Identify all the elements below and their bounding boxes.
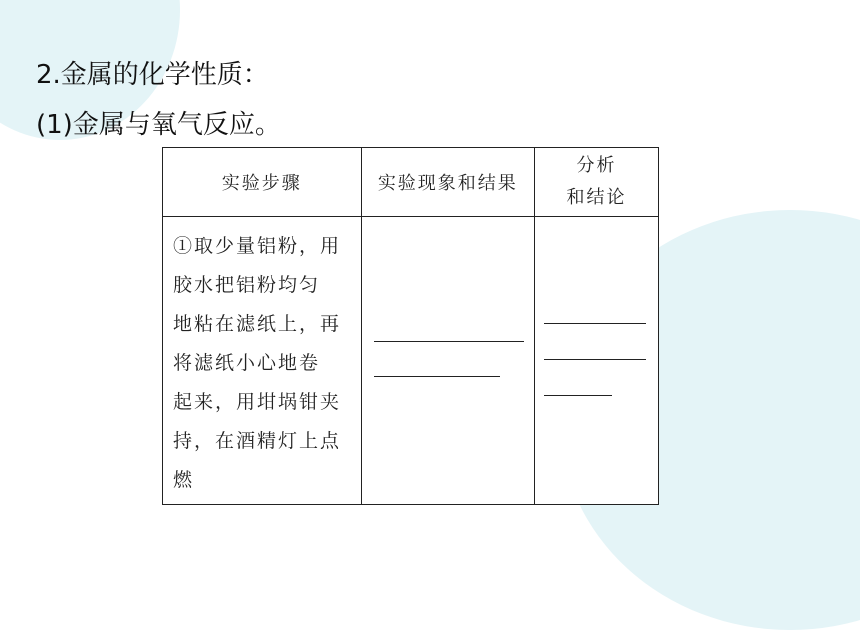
header-phenomena: 实验现象和结果 xyxy=(361,148,534,217)
header-analysis xyxy=(535,148,659,217)
answer-blank-line xyxy=(544,359,646,360)
step-description: ①取少量铝粉，用 胶水把铝粉均匀 地粘在滤纸上，再 将滤纸小心地卷 起来，用坩埚钳夹 持，在酒精灯上点 燃 xyxy=(173,235,342,491)
answer-blank-line xyxy=(544,323,646,324)
header-steps: 实验步骤 xyxy=(163,148,362,217)
answer-blank-line xyxy=(544,395,612,396)
experiment-table xyxy=(162,147,659,505)
phenomena-cell xyxy=(361,217,534,505)
table-row xyxy=(163,217,659,505)
table-header-row xyxy=(163,148,659,217)
header-analysis-line1: 分析 xyxy=(576,155,617,176)
step-cell xyxy=(163,217,362,505)
section-heading: 2.金属的化学性质： xyxy=(36,60,269,90)
analysis-cell xyxy=(535,217,659,505)
subsection-heading: (1)金属与氧气反应。 xyxy=(36,110,281,140)
header-analysis-line2: 和结论 xyxy=(566,187,627,208)
answer-blank-line xyxy=(374,341,524,342)
answer-blank-line xyxy=(374,376,500,377)
